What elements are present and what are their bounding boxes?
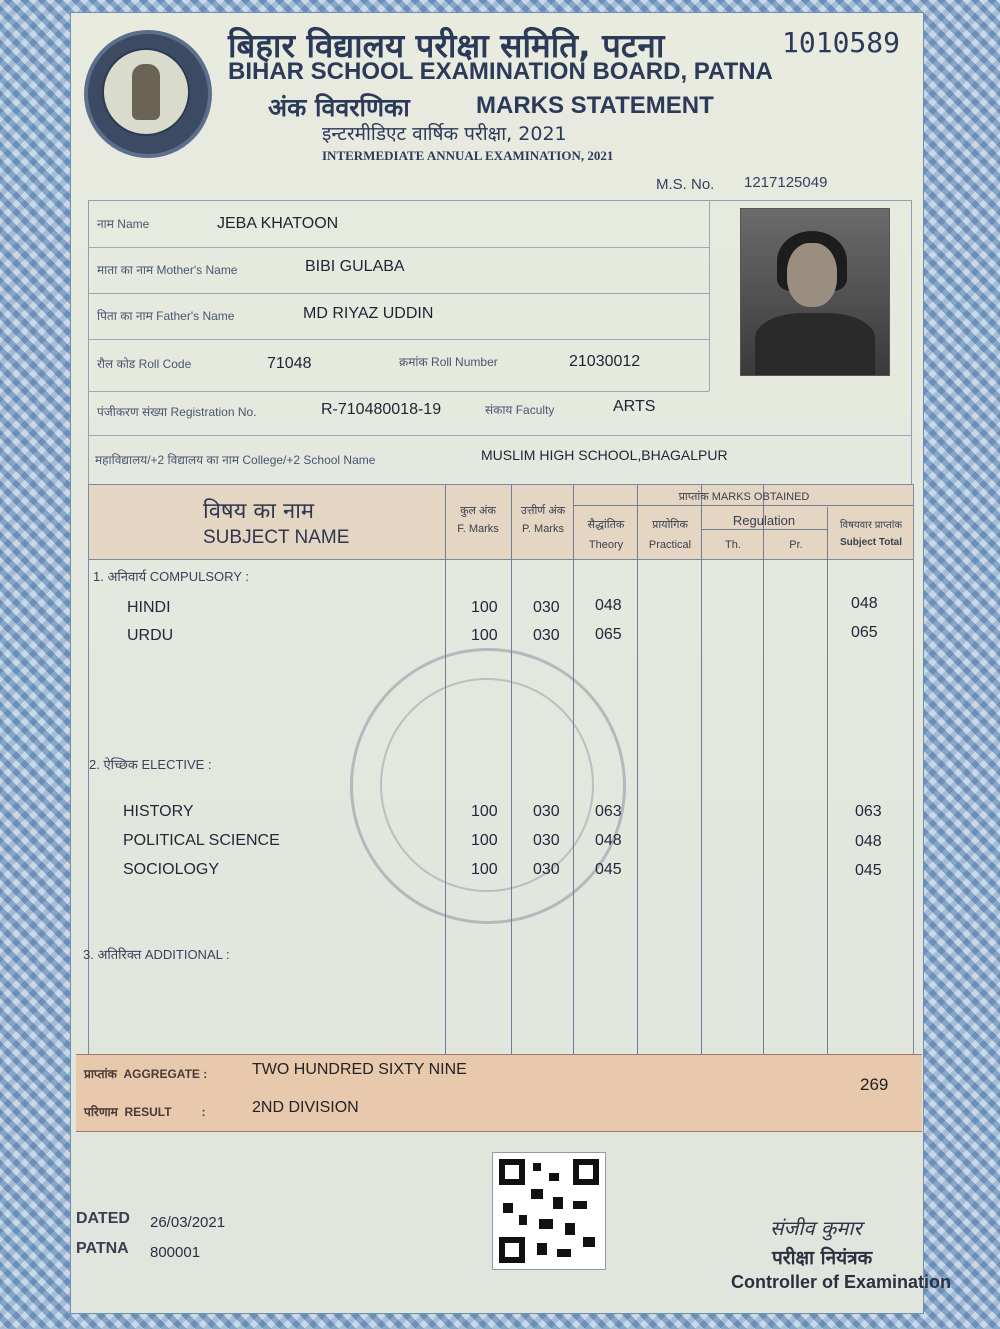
theory-marks: 048 — [595, 597, 622, 614]
aggregate-in-words: TWO HUNDRED SIXTY NINE — [252, 1061, 467, 1078]
faculty-label: संकाय Faculty — [485, 403, 555, 417]
aggregate-label-hindi: प्राप्तांक — [84, 1067, 117, 1081]
marks-obtained-header: प्राप्तांक MARKS OBTAINED — [678, 491, 810, 503]
practical-header: Practical — [648, 539, 692, 551]
school-label: महाविद्यालय/+2 विद्यालय का नाम College/+2 School Name — [95, 453, 376, 467]
subject-header-english: SUBJECT NAME — [203, 527, 350, 548]
full-marks: 100 — [471, 599, 498, 616]
statement-title-english: MARKS STATEMENT — [476, 92, 714, 119]
subject-name: POLITICAL SCIENCE — [123, 832, 280, 849]
exam-title-english: INTERMEDIATE ANNUAL EXAMINATION, 2021 — [322, 148, 614, 163]
subject-total-header: Subject Total — [839, 537, 903, 548]
father-name-label: पिता का नाम Father's Name — [97, 309, 235, 323]
subject-total: 048 — [855, 833, 882, 850]
regulation-pr-header: Pr. — [789, 539, 803, 551]
theory-header: Theory — [588, 539, 624, 551]
theory-marks: 048 — [595, 832, 622, 849]
practical-header-hindi: प्रायोगिक — [652, 519, 688, 531]
subject-total-header-hindi: विषयवार प्राप्तांक — [839, 520, 903, 531]
board-name-hindi: बिहार विद्यालय परीक्षा समिति, पटना — [228, 26, 665, 65]
subject-name: HINDI — [127, 599, 171, 616]
registration-label: पंजीकरण संख्या Registration No. — [97, 405, 257, 419]
theory-marks: 063 — [595, 803, 622, 820]
school-name: MUSLIM HIGH SCHOOL,BHAGALPUR — [481, 447, 728, 463]
student-name: JEBA KHATOON — [217, 215, 339, 232]
roll-code: 71048 — [267, 355, 312, 372]
theory-header-hindi: सैद्धांतिक — [587, 519, 625, 531]
fmarks-header: F. Marks — [457, 523, 499, 535]
pass-marks: 030 — [533, 861, 560, 878]
pass-marks: 030 — [533, 832, 560, 849]
pmarks-header: P. Marks — [522, 523, 564, 535]
subject-name: SOCIOLOGY — [123, 861, 220, 878]
pass-marks: 030 — [533, 627, 560, 644]
pass-marks: 030 — [533, 599, 560, 616]
board-seal-logo — [84, 30, 212, 158]
father-name: MD RIYAZ UDDIN — [303, 305, 434, 322]
board-name-english: BIHAR SCHOOL EXAMINATION BOARD, PATNA — [228, 58, 773, 85]
elective-section-label: 2. ऐच्छिक ELECTIVE : — [89, 757, 212, 772]
result-division: 2ND DIVISION — [252, 1099, 359, 1116]
result-colon: : — [201, 1105, 206, 1119]
exam-title-hindi: इन्टरमीडिएट वार्षिक परीक्षा, 2021 — [322, 123, 567, 145]
full-marks: 100 — [471, 861, 498, 878]
controller-signature: संजीव कुमार — [770, 1216, 862, 1240]
regulation-th-header: Th. — [725, 539, 741, 551]
name-label: नाम Name — [97, 217, 150, 231]
statement-title-hindi: अंक विवरणिका — [268, 93, 410, 122]
subject-total: 048 — [851, 595, 878, 612]
mother-name: BIBI GULABA — [305, 258, 405, 275]
ms-no-label: M.S. No. — [656, 176, 715, 193]
registration-number: R-710480018-19 — [321, 401, 442, 418]
subject-name: URDU — [127, 627, 174, 644]
controller-title-english: Controller of Examination — [731, 1272, 952, 1292]
mother-name-label: माता का नाम Mother's Name — [97, 263, 238, 277]
ms-no-value: 1217125049 — [744, 174, 828, 191]
fmarks-header-hindi: कुल अंक — [460, 505, 496, 517]
controller-title-hindi: परीक्षा नियंत्रक — [772, 1247, 873, 1269]
result-label-hindi: परिणाम — [84, 1105, 118, 1119]
regulation-header: Regulation — [732, 513, 796, 528]
issue-date: 26/03/2021 — [150, 1214, 226, 1231]
full-marks: 100 — [471, 832, 498, 849]
pmarks-header-hindi: उत्तीर्ण अंक — [520, 505, 566, 517]
full-marks: 100 — [471, 803, 498, 820]
subject-header-hindi: विषय का नाम — [203, 499, 315, 524]
subject-total: 045 — [855, 862, 882, 879]
subject-name: HISTORY — [123, 803, 194, 820]
pass-marks: 030 — [533, 803, 560, 820]
place-pin: 800001 — [150, 1244, 201, 1261]
theory-marks: 045 — [595, 861, 622, 878]
aggregate-label: AGGREGATE : — [123, 1067, 208, 1081]
subject-total: 063 — [855, 803, 882, 820]
place-label: PATNA — [76, 1240, 129, 1257]
aggregate-total: 269 — [860, 1075, 889, 1094]
roll-number-label: क्रमांक Roll Number — [399, 355, 498, 369]
student-photo — [740, 208, 890, 376]
dated-label: DATED — [76, 1210, 130, 1227]
faculty: ARTS — [613, 398, 656, 415]
qr-code — [492, 1152, 606, 1270]
full-marks: 100 — [471, 627, 498, 644]
marks-table — [83, 484, 914, 1056]
subject-total: 065 — [851, 624, 878, 641]
additional-section-label: 3. अतिरिक्त ADDITIONAL : — [83, 947, 230, 962]
result-label: RESULT — [124, 1105, 172, 1119]
roll-number: 21030012 — [569, 353, 641, 370]
compulsory-section-label: 1. अनिवार्य COMPULSORY : — [93, 569, 249, 584]
serial-number: 1010589 — [782, 26, 901, 59]
result-band — [76, 1054, 922, 1132]
roll-code-label: रौल कोड Roll Code — [97, 357, 192, 371]
theory-marks: 065 — [595, 626, 622, 643]
